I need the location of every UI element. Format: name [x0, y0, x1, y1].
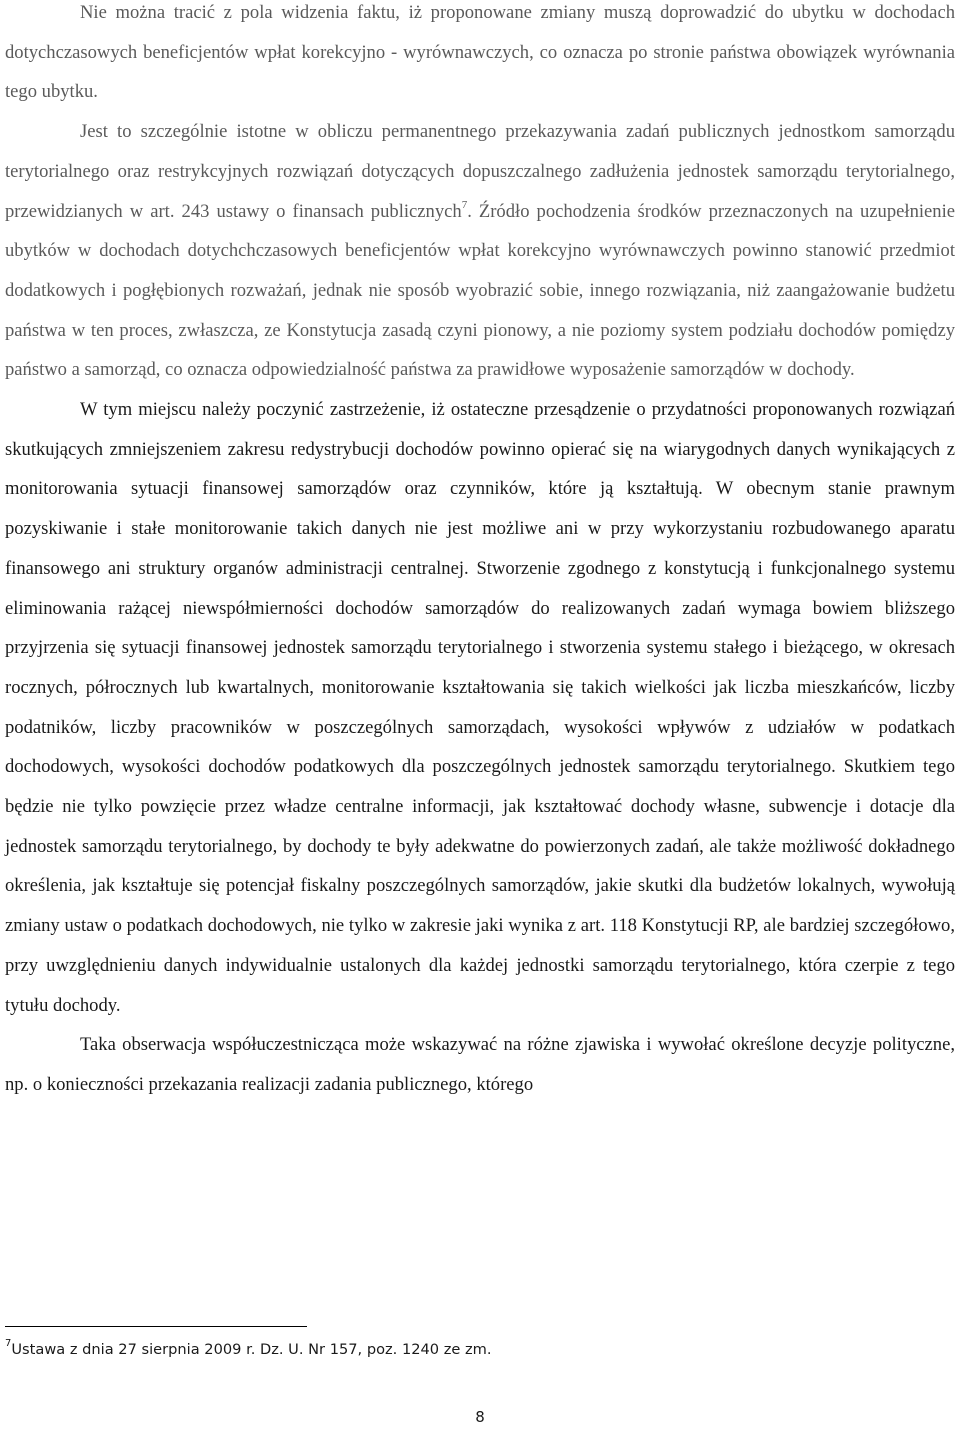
paragraph-2 [5, 112, 955, 390]
paragraph-4: Taka obserwacja współuczestnicząca może wskazywać na różne zjawiska i wywołać określone decyzje polityczne, np. o konieczności przekazania realizacji zadania publicznego, którego [5, 1034, 955, 1095]
document-body [5, 0, 955, 1105]
footnote-reference[interactable]: 7 [461, 199, 468, 212]
footnote-text: Ustawa z dnia 27 sierpnia 2009 r. Dz. U. Nr 157, poz. 1240 ze zm. [11, 1341, 492, 1358]
footnote [5, 1340, 905, 1360]
paragraph-3: W tym miejscu należy poczynić zastrzeżenie, iż ostateczne przesądzenie o przydatności proponowanych rozwiązań skutkujących zmniejszeniem zakresu redystrybucji dochodów powinno opierać się na wiarygodnych danych wynikających z monitorowania sytuacji finansowej samorządów oraz czynników, które ją kształtują. W obecnym stanie prawnym pozyskiwanie i stałe monitorowanie takich danych nie jest możliwe ani w przy wykorzystaniu rozbudowanego aparatu finansowego ani struktury organów administracji centralnej. Stworzenie zgodnego z konstytucją i funkcjonalnego systemu eliminowania rażącej niewspółmierności dochodów samorządów do realizowanych zadań wymaga bowiem bliższego przyjrzenia się sytuacji finansowej jednostek samorządu terytorialnego i stworzenia systemu stałego i bieżącego, w okresach rocznych, półrocznych lub kwartalnych, monitorowanie kształtowania się takich wielkości jak liczba mieszkańców, liczby podatników, liczby pracowników w poszczególnych samorządach, wysokości wpływów z udziałów w podatkach dochodowych, wysokości dochodów podatkowych dla poszczególnych jednostek samorządu terytorialnego. Skutkiem tego będzie nie tylko powzięcie przez władze centralne informacji, jak kształtować dochody własne, subwencje i dotacje dla jednostek samorządu terytorialnego, by dochody te były adekwatne do powierzonych zadań, ale także możliwość dokładnego określenia, jak kształtuje się potencjał fiskalny poszczególnych samorządów, jakie skutki dla budżetów lokalnych, wywołują zmiany ustaw o podatkach dochodowych, nie tylko w zakresie jaki wynika z art. 118 Konstytucji RP, ale bardziej szczegółowo, przy uwzględnieniu danych indywidualnie ustalonych dla każdej jednostki samorządu terytorialnego, która czerpie z tego tytułu dochody. [5, 399, 955, 1016]
paragraph-2-text-a: Jest to szczególnie istotne w obliczu permanentnego przekazywania zadań publicznych jednostkom samorządu terytorialnego oraz restrykcyjnych rozwiązań dotyczących dopuszczalnego zadłużenia jednostek samorządu terytorialnego, przewidzianych w art. 243 ustawy o finansach publicznych [5, 121, 955, 222]
paragraph-1: Nie można tracić z pola widzenia faktu, iż proponowane zmiany muszą doprowadzić do ubytku w dochodach dotychczasowych beneficjentów wpłat korekcyjno - wyrównawczych, co oznacza po stronie państwa obowiązek wyrównania tego ubytku. [5, 2, 955, 103]
footnote-marker: 7 [5, 1338, 12, 1350]
footnote-separator [5, 1326, 307, 1327]
page-number: 8 [475, 1408, 485, 1426]
paragraph-2-text-b: . Źródło pochodzenia środków przeznaczonych na uzupełnienie ubytków w dochodach dotychchczasowych beneficjentów wpłat korekcyjno wyrównawczych powinno stanowić przedmiot dodatkowych i pogłębionych rozważań, jednak nie sposób wyobrazić sobie, innego rozwiązania, niż zaangażowanie budżetu państwa w ten proces, zwłaszcza, ze Konstytucja zasadą czyni pionowy, a nie poziomy system podziału dochodów pomiędzy państwo a samorząd, co oznacza odpowiedzialność państwa za prawidłowe wyposażenie samorządów w dochody. [5, 200, 955, 381]
